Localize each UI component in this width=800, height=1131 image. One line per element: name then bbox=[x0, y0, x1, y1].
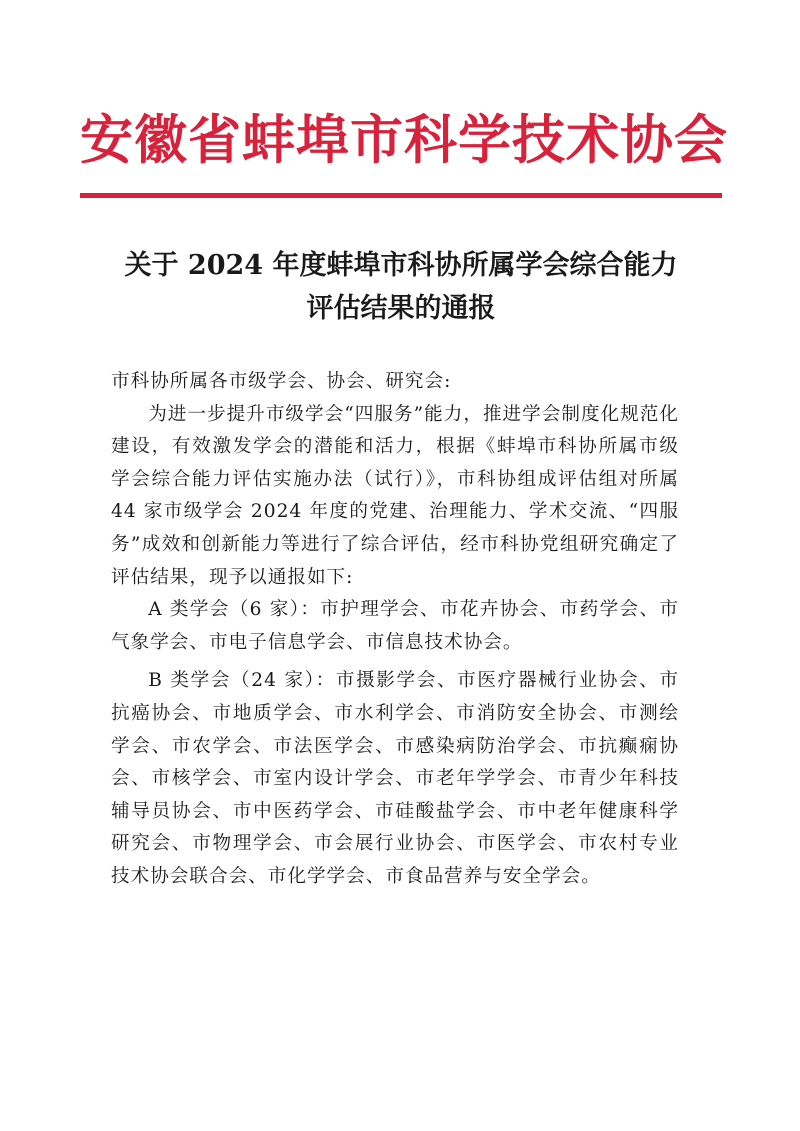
organization-header: 安徽省蚌埠市科学技术协会 bbox=[80, 109, 728, 171]
document-body bbox=[111, 366, 679, 894]
document-title bbox=[80, 244, 722, 330]
paragraph-category-b: B 类学会（24 家）：市摄影学会、市医疗器械行业协会、市抗癌协会、市地质学会、市水利学会、市消防安全协会、市测绘学会、市农学会、市法医学会、市感染病防治学会、市抗癫痫协会、市核学会、市室内设计学会、市老年学学会、市青少年科技辅导员协会、市中医药学会、市硅酸盐学会、市中老年健康科学研究会、市物理学会、市会展行业协会、市医学会、市农村专业技术协会联合会、市化学学会、市食品营养与安全学会。 bbox=[111, 670, 679, 887]
header-divider bbox=[80, 193, 722, 198]
document-title-line-1: 关于 2024 年度蚌埠市科协所属学会综合能力 bbox=[124, 250, 678, 281]
document-title-line-2: 评估结果的通报 bbox=[306, 293, 496, 324]
salutation: 市科协所属各市级学会、协会、研究会: bbox=[111, 371, 452, 392]
paragraph-intro: 为进一步提升市级学会“四服务”能力，推进学会制度化规范化建设，有效激发学会的潜能和活力，根据《蚌埠市科协所属市级学会综合能力评估实施办法（试行）》，市科协组成评估组对所属 44 家市级学会 2024 年度的党建、治理能力、学术交流、“四服务”成效和创新能力等进行了综合评估，经市科协党组研究确定了评估结果，现予以通报如下: bbox=[111, 403, 679, 588]
paragraph-category-a: A 类学会（6 家）：市护理学会、市花卉协会、市药学会、市气象学会、市电子信息学会、市信息技术协会。 bbox=[111, 599, 679, 653]
